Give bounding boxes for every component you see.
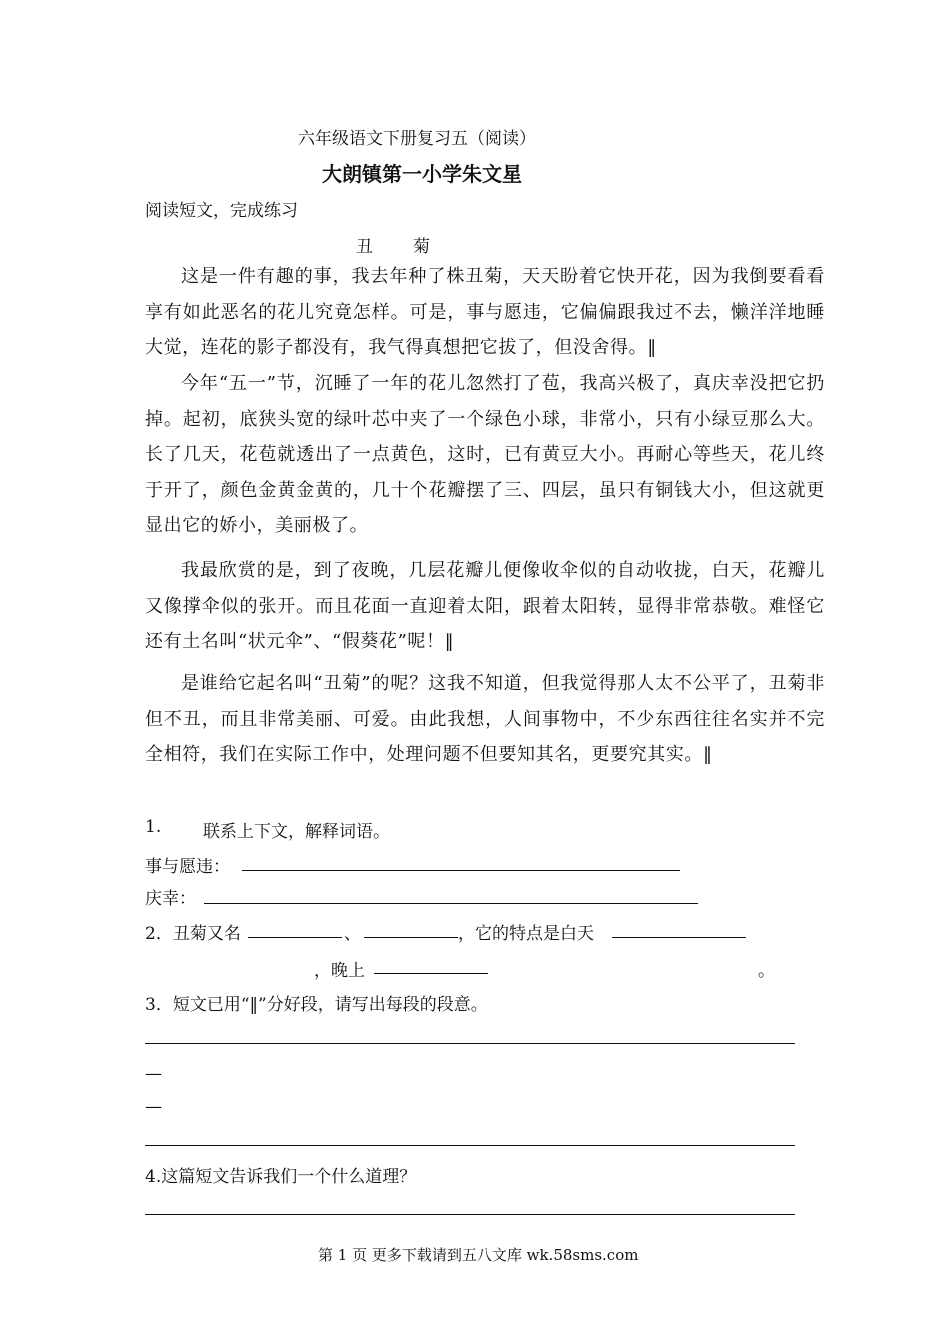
question-2-separator: 、 — [344, 924, 361, 944]
instruction: 阅读短文，完成练习 — [145, 201, 298, 221]
answer-line-q3-2[interactable] — [145, 1145, 795, 1146]
subtitle: 六年级语文下册复习五（阅读） — [298, 129, 536, 149]
question-3-text: 3．短文已用“‖”分好段，请写出每段的段意。 — [145, 995, 488, 1015]
question-4-text: 4.这篇短文告诉我们一个什么道理？ — [145, 1167, 417, 1187]
question-1-item-1-label: 事与愿违： — [145, 857, 230, 877]
page-title: 大朗镇第一小学朱文星 — [322, 162, 522, 186]
answer-line-q1-item2[interactable] — [204, 903, 698, 904]
answer-line-q2-name2[interactable] — [364, 937, 458, 938]
question-2-part2: ，它的特点是白天 — [458, 924, 594, 944]
question-2-part1: 2．丑菊又名 — [145, 924, 241, 944]
paragraph-2: 今年“五一”节，沉睡了一年的花儿忽然打了苞，我高兴极了，真庆幸没把它扔掉。起初，底狭头宽的绿叶芯中夹了一个绿色小球，非常小，只有小绿豆那么大。长了几天，花苞就透出了一点黄色，这时，已有黄豆大小。再耐心等些天，花儿终于开了，颜色金黄金黄的，几十个花瓣摆了三、四层，虽只有铜钱大小，但这就更显出它的娇小，美丽极了。 — [145, 373, 825, 536]
page-footer: 第 1 页 更多下载请到五八文库 wk.58sms.com — [318, 1246, 639, 1264]
answer-line-q2-name1[interactable] — [248, 937, 342, 938]
question-1-text: 联系上下文，解释词语。 — [203, 822, 390, 842]
story-title-part2: 菊 — [413, 237, 430, 257]
question-2-end: 。 — [758, 961, 775, 981]
answer-line-q2-day[interactable] — [612, 937, 746, 938]
paragraph-1: 这是一件有趣的事，我去年种了株丑菊，天天盼着它快开花，因为我倒要看看享有如此恶名的花儿究竟怎样。可是，事与愿违，它偏偏跟我过不去，懒洋洋地睡大觉，连花的影子都没有，我气得真想把它拔了，但没舍得。‖ — [145, 266, 825, 358]
answer-line-q3-1[interactable] — [145, 1043, 795, 1044]
paragraph-3: 我最欣赏的是，到了夜晚，几层花瓣儿便像收伞似的自动收拢，白天，花瓣儿又像撑伞似的张开。而且花面一直迎着太阳，跟着太阳转，显得非常恭敬。难怪它还有土名叫“状元伞”、“假葵花”呢！‖ — [145, 560, 825, 652]
answer-line-q1-item1[interactable] — [242, 870, 680, 871]
answer-dash-q3-2: — — [145, 1097, 162, 1117]
answer-line-q2-night[interactable] — [374, 973, 488, 974]
question-1-item-2-label: 庆幸： — [145, 889, 196, 909]
story-title-part1: 丑 — [356, 237, 373, 257]
question-1-number: 1. — [145, 817, 162, 837]
answer-dash-q3-1: — — [145, 1064, 162, 1084]
paragraph-4: 是谁给它起名叫“丑菊”的呢？这我不知道，但我觉得那人太不公平了，丑菊非但不丑，而且非常美丽、可爱。由此我想，人间事物中，不少东西往往名实并不完全相符，我们在实际工作中，处理问题不但要知其名，更要究其实。‖ — [145, 673, 825, 765]
question-2-part3: ，晚上 — [314, 961, 365, 981]
story-title — [356, 232, 430, 257]
answer-line-q4[interactable] — [145, 1214, 795, 1215]
